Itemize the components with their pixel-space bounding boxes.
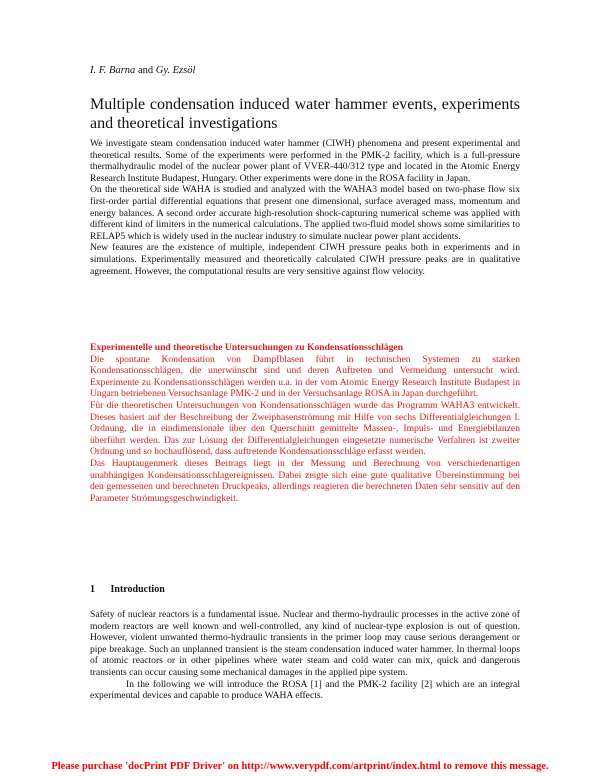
- intro-paragraph: In the following we will introduce the ROSA [1] and the PMK-2 facility [2] which are an integral experimental devices and capable to produce WAHA effects.: [90, 678, 520, 702]
- abstract-paragraph: On the theoretical side WAHA is studied and analyzed with the WAHA3 model based on two-phase flow six first-order partial differential equations that present one dimensional, surface averaged mass, momentum and energy balances. A second order accurate high-resolution shock-capturing numerical scheme was applied with different kind of limiters in the numerical calculations. The applied two-fluid model shows some similarities to RELAP5 which is widely used in the nuclear industry to simulate nuclear power plant accidents.: [90, 184, 520, 242]
- author-ezsol: Gy. Ezsöl: [155, 65, 196, 76]
- pdf-driver-watermark: Please purchase 'docPrint PDF Driver' on http://www.verypdf.com/artprint/index.html to remove this message.: [51, 761, 549, 772]
- section-number: 1: [90, 584, 95, 595]
- german-abstract-paragraph: Das Hauptaugenmerk dieses Beitrags liegt in der Messung und Berechnung von verschiedenartigen unabhängigen Kondensationsschlagereignissen. Dabei zeigte sich eine gute qualitative Übereinstimmung bei den gemessenen und berechneten Druckpeaks, allerdings reagieren die berechneten Daten sehr sensitiv auf den Parameter Strömungsgeschwindigkeit.: [90, 457, 520, 504]
- section-title: Introduction: [110, 584, 165, 595]
- abstract-paragraph: We investigate steam condensation induced water hammer (CIWH) phenomena and present experimental and theoretical results. Some of the experiments were performed in the PMK-2 facility, which is a full-pressure thermalhydraulic model of the nuclear power plant of VVER-440/312 type and located in the Atomic Energy Research Institute Budapest, Hungary. Other experiments were done in the ROSA facility in Japan.: [90, 138, 520, 184]
- german-abstract-title: Experimentelle und theoretische Untersuchungen zu Kondensationsschlägen: [90, 342, 403, 353]
- german-abstract-paragraph: Für die theoretischen Untersuchungen von Kondensationsschlägen wurde das Programm WAHA3 entwickelt. Dieses basiert auf der Beschreibung der Zweiphasenströmung mit Hilfe von sechs Differentialgleichungen I. Ordnung, die in eindimensionale über den Querschnitt gemittelte Massen-, Impuls- und Energiebilanzen überführt werden. Das zur Lösung der Differentialgleichungen eingesetzte numerische Verfahren ist zweiter Ordnung und so hochauflösend, dass auftretende Kondensationsschläge erfasst werden.: [90, 399, 520, 458]
- intro-paragraph: Safety of nuclear reactors is a fundamental issue. Nuclear and thermo-hydraulic processes in the active zone of modern reactors are well known and well-controlled, any kind of nuclear-type explosion is out of question. However, violent unwanted thermo-hydraulic transients in the primer loop may cause serious derangement or pipe breakage. Such an unplanned transient is the steam condensation induced water hammer. In thermal loops of atomic reactors or in other pipelines where water steam and cold water can mix, quick and dangerous transients can occur causing some mechanical damages in the applied pipe system.: [90, 609, 520, 678]
- german-abstract-paragraph: Die spontane Kondensation von Dampfblasen führt in technischen Systemen zu starken Kondensationsschlägen, die unerwünscht sind und deren Auftreten und Vermeidung untersucht wird. Experimente zu Kondensationsschlägen werden u.a. in der vom Atomic Energy Research Institute Budapest in Ungarn betriebenen Versuchsanlage PMK-2 und in der Versuchsanlage ROSA in Japan durchgeführt.: [90, 353, 520, 400]
- section-heading-introduction: [90, 584, 165, 595]
- abstract-paragraph: New features are the existence of multiple, independent CIWH pressure peaks both in experiments and in simulations. Experimentally measured and theoretically calculated CIWH pressure peaks are in qualitative agreement. However, the computational results are very sensitive against flow velocity.: [90, 242, 520, 277]
- author-barna: I. F. Barna: [90, 65, 136, 76]
- english-abstract: [90, 138, 520, 277]
- german-abstract: [90, 342, 520, 504]
- introduction-body: [90, 609, 520, 702]
- paper-title: Multiple condensation induced water hammer events, experiments and theoretical investigations: [90, 96, 520, 132]
- author-conjunction: and: [137, 65, 154, 76]
- author-line: [90, 65, 195, 76]
